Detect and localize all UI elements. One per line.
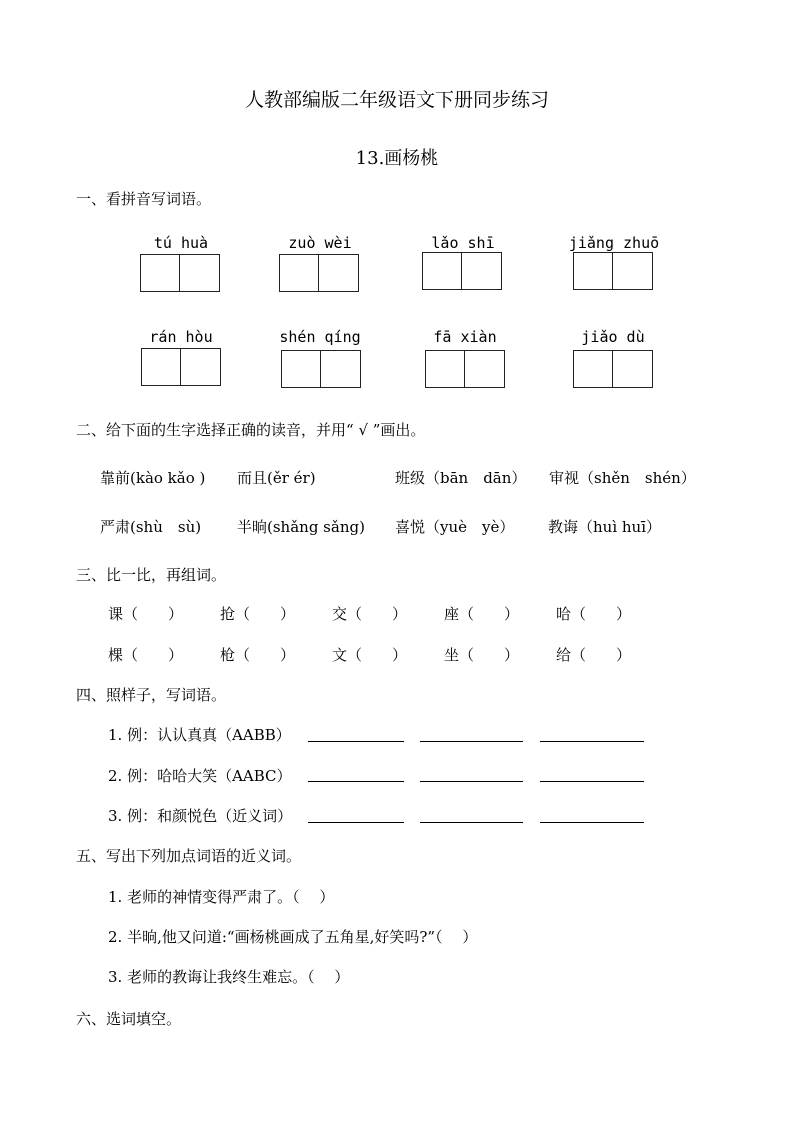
compare-word-item[interactable]: 课（ ） <box>108 605 184 623</box>
answer-blank[interactable] <box>540 781 644 782</box>
compare-word-item[interactable]: 坐（ ） <box>444 646 520 664</box>
section-6-heading: 六、选词填空。 <box>76 1010 182 1028</box>
answer-blank[interactable] <box>540 741 644 742</box>
grid-cell[interactable] <box>281 350 321 388</box>
writing-grid[interactable] <box>140 254 220 292</box>
compare-word-item[interactable]: 座（ ） <box>444 605 520 623</box>
reading-choice-item[interactable]: 而且(ěr ér) <box>237 469 316 487</box>
synonym-question[interactable]: 3. 老师的教诲让我终生难忘。（ ） <box>108 968 350 986</box>
answer-blank[interactable] <box>308 741 404 742</box>
section-3-heading: 三、比一比，再组词。 <box>76 566 227 584</box>
answer-blank[interactable] <box>420 741 523 742</box>
grid-cell[interactable] <box>321 350 361 388</box>
compare-word-item[interactable]: 交（ ） <box>332 605 408 623</box>
grid-cell[interactable] <box>181 348 221 386</box>
reading-choice-item[interactable]: 教诲（huì huī） <box>548 518 662 536</box>
reading-choice-item[interactable]: 半晌(shǎng sǎng) <box>237 518 365 536</box>
writing-grid[interactable] <box>279 254 359 292</box>
reading-choice-item[interactable]: 严肃(shù sù) <box>100 518 202 536</box>
grid-cell[interactable] <box>573 252 613 290</box>
section-4-heading: 四、照样子，写词语。 <box>76 686 227 704</box>
pinyin-label: rán hòu <box>149 328 213 346</box>
worksheet-title: 人教部编版二年级语文下册同步练习 <box>244 89 549 111</box>
writing-grid[interactable] <box>281 350 361 388</box>
example-prompt: 1. 例：认认真真（AABB） <box>108 726 291 744</box>
writing-grid[interactable] <box>425 350 505 388</box>
pinyin-label: jiǎng zhuō <box>568 234 660 252</box>
compare-word-item[interactable]: 哈（ ） <box>556 605 632 623</box>
grid-cell[interactable] <box>422 252 462 290</box>
answer-blank[interactable] <box>308 781 404 782</box>
section-1-heading: 一、看拼音写词语。 <box>76 190 212 208</box>
lesson-title: 13.画杨桃 <box>355 148 439 169</box>
writing-grid[interactable] <box>422 252 502 290</box>
grid-cell[interactable] <box>319 254 359 292</box>
compare-word-item[interactable]: 文（ ） <box>332 646 408 664</box>
grid-cell[interactable] <box>465 350 505 388</box>
section-2-heading: 二、给下面的生字选择正确的读音，并用“ √ ”画出。 <box>76 421 426 439</box>
grid-cell[interactable] <box>180 254 220 292</box>
grid-cell[interactable] <box>425 350 465 388</box>
grid-cell[interactable] <box>613 252 653 290</box>
reading-choice-item[interactable]: 班级（bān dān） <box>395 469 527 487</box>
pinyin-label: lǎo shī <box>431 234 495 252</box>
grid-cell[interactable] <box>462 252 502 290</box>
answer-blank[interactable] <box>540 822 644 823</box>
grid-cell[interactable] <box>140 254 180 292</box>
compare-word-item[interactable]: 抢（ ） <box>220 605 296 623</box>
answer-blank[interactable] <box>308 822 404 823</box>
grid-cell[interactable] <box>279 254 319 292</box>
compare-word-item[interactable]: 棵（ ） <box>108 646 184 664</box>
synonym-question[interactable]: 2. 半晌,他又问道:“画杨桃画成了五角星,好笑吗?”（ ） <box>108 928 478 946</box>
answer-blank[interactable] <box>420 781 523 782</box>
synonym-question[interactable]: 1. 老师的神情变得严肃了。（ ） <box>108 888 335 906</box>
answer-blank[interactable] <box>420 822 523 823</box>
pinyin-label: shén qíng <box>279 328 361 346</box>
reading-choice-item[interactable]: 审视（shěn shén） <box>549 469 696 487</box>
writing-grid[interactable] <box>141 348 221 386</box>
pinyin-label: tú huà <box>153 234 209 252</box>
reading-choice-item[interactable]: 靠前(kào kǎo ) <box>100 469 206 487</box>
example-prompt: 3. 例：和颜悦色（近义词） <box>108 807 293 825</box>
writing-grid[interactable] <box>573 350 653 388</box>
compare-word-item[interactable]: 给（ ） <box>556 646 632 664</box>
pinyin-label: zuò wèi <box>288 234 352 252</box>
compare-word-item[interactable]: 枪（ ） <box>220 646 296 664</box>
section-5-heading: 五、写出下列加点词语的近义词。 <box>76 847 302 865</box>
reading-choice-item[interactable]: 喜悦（yuè yè） <box>395 518 515 536</box>
grid-cell[interactable] <box>573 350 613 388</box>
writing-grid[interactable] <box>573 252 653 290</box>
example-prompt: 2. 例：哈哈大笑（AABC） <box>108 767 292 785</box>
grid-cell[interactable] <box>141 348 181 386</box>
grid-cell[interactable] <box>613 350 653 388</box>
pinyin-label: jiǎo dù <box>581 328 645 346</box>
pinyin-label: fā xiàn <box>433 328 497 346</box>
